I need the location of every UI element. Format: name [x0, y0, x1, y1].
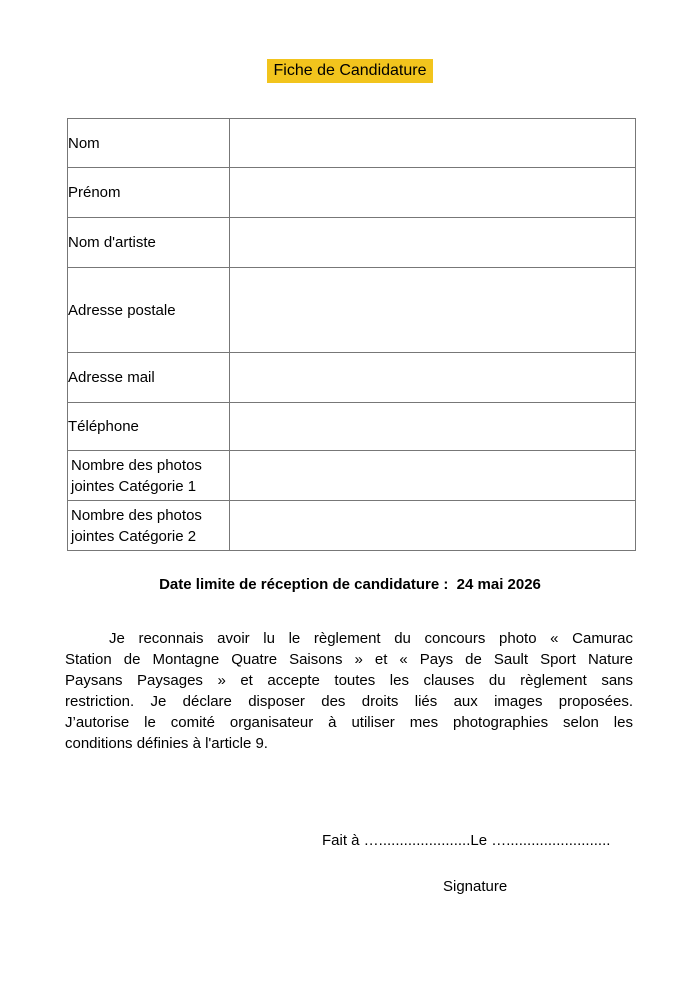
page-title: Fiche de Candidature — [267, 59, 434, 83]
table-row — [68, 268, 636, 353]
candidature-form-table — [67, 118, 636, 551]
table-row — [68, 119, 636, 168]
field-value-adresse-postale — [230, 268, 636, 353]
deadline-text: Date limite de réception de candidature : 24 mai 2026 — [159, 576, 541, 593]
agreement-paragraph — [65, 628, 633, 754]
field-value-prenom — [230, 168, 636, 218]
signature-label: Signature — [443, 878, 508, 895]
agreement-line: restriction. Je déclare disposer des droits liés aux images proposées. — [65, 693, 633, 710]
field-value-adresse-mail — [230, 353, 636, 403]
table-row — [68, 168, 636, 218]
agreement-line: conditions définies à l'article 9. — [65, 735, 268, 752]
table-row — [68, 451, 636, 501]
agreement-line: Je reconnais avoir lu le règlement du concours photo « Camurac — [109, 630, 633, 647]
field-value-telephone — [230, 403, 636, 451]
table-row — [68, 403, 636, 451]
field-label-prenom: Prénom — [68, 168, 230, 218]
field-label-nom-artiste: Nom d'artiste — [68, 218, 230, 268]
field-value-photos-categorie-2 — [230, 501, 636, 551]
field-label-telephone: Téléphone — [68, 403, 230, 451]
field-value-photos-categorie-1 — [230, 451, 636, 501]
fait-a-le-line: Fait à …......................Le …......................... — [322, 832, 611, 849]
table-row — [68, 353, 636, 403]
agreement-line: Station de Montagne Quatre Saisons » et « Pays de Sault Sport Nature — [65, 651, 633, 668]
field-label-adresse-mail: Adresse mail — [68, 353, 230, 403]
field-label-photos-categorie-2: Nombre des photos jointes Catégorie 2 — [68, 501, 230, 551]
title-row — [0, 59, 700, 83]
agreement-line: J’autorise le comité organisateur à utiliser mes photographies selon les — [65, 714, 633, 731]
field-value-nom — [230, 119, 636, 168]
field-label-nom: Nom — [68, 119, 230, 168]
table-row — [68, 218, 636, 268]
field-label-photos-categorie-1: Nombre des photos jointes Catégorie 1 — [68, 451, 230, 501]
table-row — [68, 501, 636, 551]
field-label-adresse-postale: Adresse postale — [68, 268, 230, 353]
field-value-nom-artiste — [230, 218, 636, 268]
agreement-line: Paysans Paysages » et accepte toutes les clauses du règlement sans — [65, 672, 633, 689]
